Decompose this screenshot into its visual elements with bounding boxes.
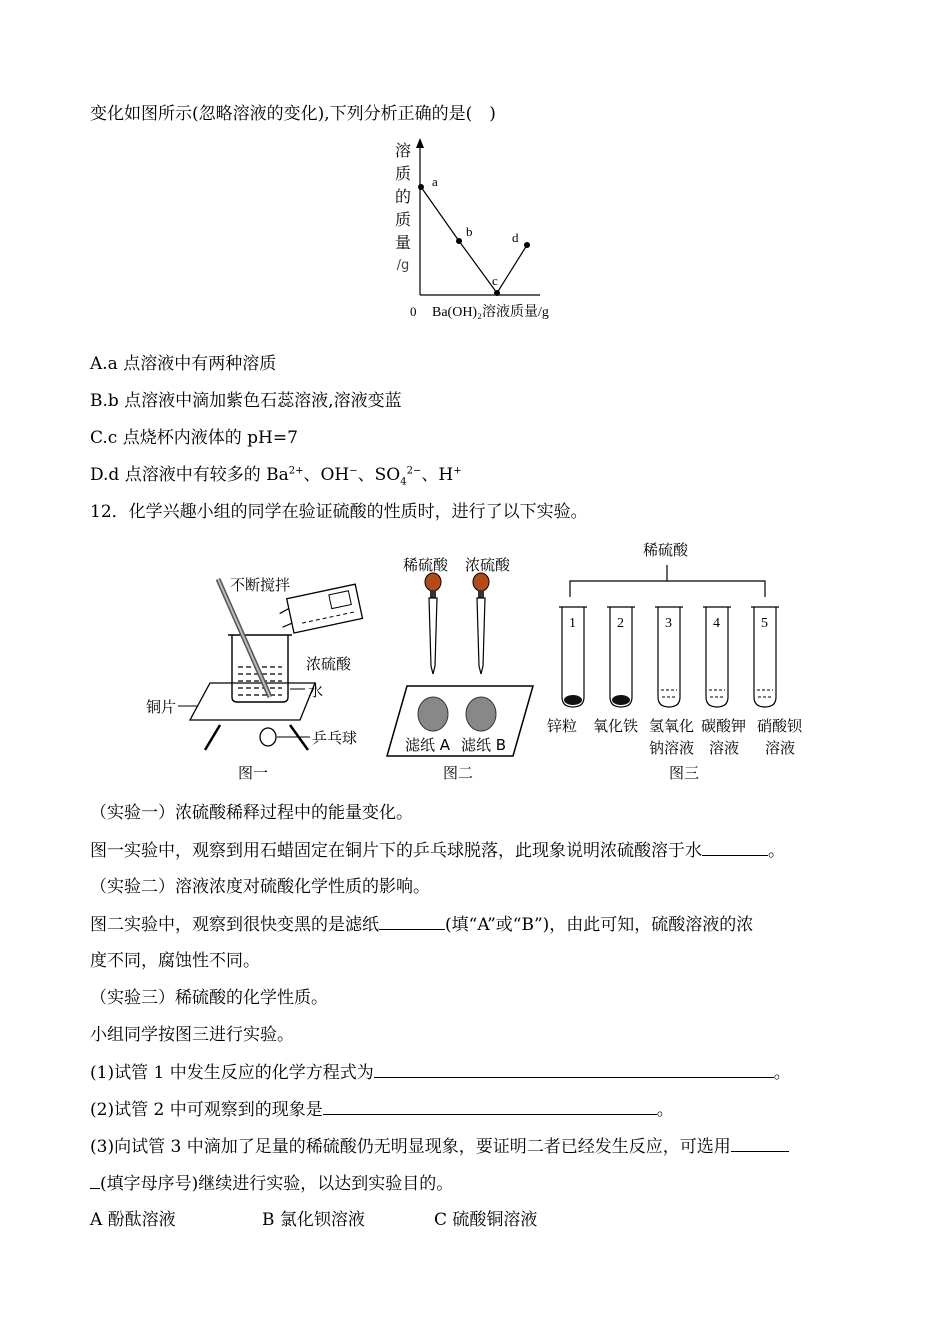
option-d-text: 、OH <box>303 465 350 485</box>
question-intro: 变化如图所示(忽略溶液的变化),下列分析正确的是( ) <box>90 104 496 124</box>
point-d <box>524 242 530 248</box>
point-b <box>456 238 462 244</box>
exp2-question <box>90 913 753 936</box>
exp2-answer-blank[interactable] <box>379 913 445 930</box>
tube-5-label-2: 溶液 <box>765 739 796 757</box>
label-c: c <box>492 273 498 288</box>
figure-2 <box>385 548 540 786</box>
figure-1 <box>140 565 375 785</box>
y-char: 的 <box>394 187 411 206</box>
tube-4-label-1: 碳酸钾 <box>701 717 747 735</box>
option-a: A.a 点溶液中有两种溶质 <box>90 354 277 374</box>
exp2-text: 图二实验中，观察到很快变黑的是滤纸 <box>90 915 379 935</box>
option-d <box>90 464 462 486</box>
figure-3 <box>545 535 815 785</box>
option-d-text: 、SO <box>357 465 401 485</box>
option-d-text: 、H <box>421 465 454 485</box>
punct: 。 <box>768 841 785 861</box>
figure-3-caption: 图三 <box>669 764 700 782</box>
dropper-dilute <box>425 573 441 674</box>
tube-5-label-1: 硝酸钡 <box>757 717 803 735</box>
choice-c: C 硫酸铜溶液 <box>434 1210 538 1230</box>
exp1-title: （实验一）浓硫酸稀释过程中的能量变化。 <box>90 803 413 823</box>
tube-1-number: 1 <box>569 616 576 631</box>
conc-acid-label: 浓硫酸 <box>465 556 511 574</box>
exp1-text: 图一实验中，观察到用石蜡固定在铜片下的乒乓球脱落，此现象说明浓硫酸溶于水 <box>90 841 702 861</box>
exp3-intro: 小组同学按图三进行实验。 <box>90 1025 294 1045</box>
exp3-title: （实验三）稀硫酸的化学性质。 <box>90 988 328 1008</box>
filter-paper-b <box>466 697 496 731</box>
option-c: C.c 点烧杯内液体的 pH=7 <box>90 428 298 448</box>
tube-4-number: 4 <box>713 616 720 631</box>
tube-5-number: 5 <box>761 616 768 631</box>
y-unit: /g <box>396 258 410 273</box>
water-label: 水 <box>308 682 324 700</box>
point-a <box>418 184 424 190</box>
ion-charge: − <box>349 465 358 477</box>
option-b: B.b 点溶液中滴加紫色石蕊溶液,溶液变蓝 <box>90 391 402 411</box>
label-d: d <box>512 230 519 245</box>
exp1-answer-blank[interactable] <box>702 839 768 856</box>
q1-text: (1)试管 1 中发生反应的化学方程式为 <box>90 1063 374 1083</box>
figure-2-caption: 图二 <box>443 764 474 782</box>
bracket <box>570 581 765 597</box>
dilute-acid-top-label: 稀硫酸 <box>643 541 689 559</box>
label-b: b <box>466 224 473 239</box>
stir-label: 不断搅拌 <box>230 576 291 594</box>
tube-4-label-2: 溶液 <box>709 739 740 757</box>
glass-rod-highlight <box>218 579 270 697</box>
question-12: 12．化学兴趣小组的同学在验证硫酸的性质时，进行了以下实验。 <box>90 502 588 522</box>
exp2-title: （实验二）溶液浓度对硫酸化学性质的影响。 <box>90 877 430 897</box>
ion-charge: 2− <box>406 465 422 477</box>
point-c <box>494 290 500 296</box>
iron-oxide <box>612 695 630 705</box>
q1-answer-blank[interactable] <box>374 1061 774 1078</box>
tripod-leg <box>205 725 220 750</box>
punct: 。 <box>773 1063 791 1083</box>
y-char: 质 <box>394 210 411 229</box>
figure-1-svg <box>140 565 375 785</box>
ball-label: 乒乓球 <box>312 729 358 747</box>
question-3 <box>90 1135 789 1158</box>
choice-a: A 酚酞溶液 <box>90 1210 176 1230</box>
q3-answer-blank[interactable] <box>731 1135 789 1152</box>
punct: 。 <box>656 1100 674 1120</box>
question-3-cont <box>90 1172 453 1195</box>
dilute-acid-label: 稀硫酸 <box>403 556 449 574</box>
ion-charge: + <box>453 465 462 477</box>
exp2-text: (填“A”或“B”)，由此可知，硫酸溶液的浓 <box>445 915 754 935</box>
copper-label: 铜片 <box>146 698 177 716</box>
choice-b: B 氯化钡溶液 <box>262 1210 365 1230</box>
q3-text: (3)向试管 3 中滴加了足量的稀硫酸仍无明显现象，要证明二者已经发生反应，可选用 <box>90 1137 731 1157</box>
question-1 <box>90 1061 791 1084</box>
tube-1-label: 锌粒 <box>547 717 578 735</box>
zinc-granules <box>564 695 582 705</box>
paper-a-label: 滤纸 A <box>405 736 451 754</box>
tube-2-number: 2 <box>617 616 624 631</box>
choices-row <box>90 1209 537 1231</box>
tube-3-number: 3 <box>665 616 672 631</box>
exp2-question-cont: 度不同，腐蚀性不同。 <box>90 951 260 971</box>
ping-pong-ball <box>260 728 276 746</box>
origin-label: 0 <box>410 304 417 319</box>
mass-graph <box>380 135 600 325</box>
y-axis-label <box>392 139 414 277</box>
question-2 <box>90 1098 674 1121</box>
q2-answer-blank[interactable] <box>323 1098 657 1115</box>
q2-text: (2)试管 2 中可观察到的现象是 <box>90 1100 323 1120</box>
exp1-question <box>90 839 785 862</box>
y-char: 溶 <box>394 141 411 160</box>
tube-3-label-2: 钠溶液 <box>649 739 695 757</box>
y-axis-arrow <box>416 138 424 148</box>
label-a: a <box>432 174 438 189</box>
y-char: 质 <box>394 164 411 183</box>
option-d-text: D.d 点溶液中有较多的 Ba <box>90 465 289 485</box>
x-axis-label: Ba(OH)₂溶液质量/g <box>432 305 549 320</box>
dropper-conc <box>473 573 489 674</box>
q3-answer-blank-cont[interactable] <box>90 1172 100 1189</box>
tube-3-label-1: 氢氧化 <box>649 717 695 735</box>
paper-b-label: 滤纸 B <box>461 736 507 754</box>
tube-2-label: 氧化铁 <box>593 717 639 735</box>
filter-paper-a <box>418 697 448 731</box>
conc-acid-label: 浓硫酸 <box>306 655 352 673</box>
subscript: 4 <box>400 476 407 488</box>
figure-1-caption: 图一 <box>238 764 269 782</box>
y-char: 量 <box>394 233 411 252</box>
q3-text: (填字母序号)继续进行实验，以达到实验目的。 <box>100 1174 454 1194</box>
ion-charge: 2+ <box>288 465 304 477</box>
